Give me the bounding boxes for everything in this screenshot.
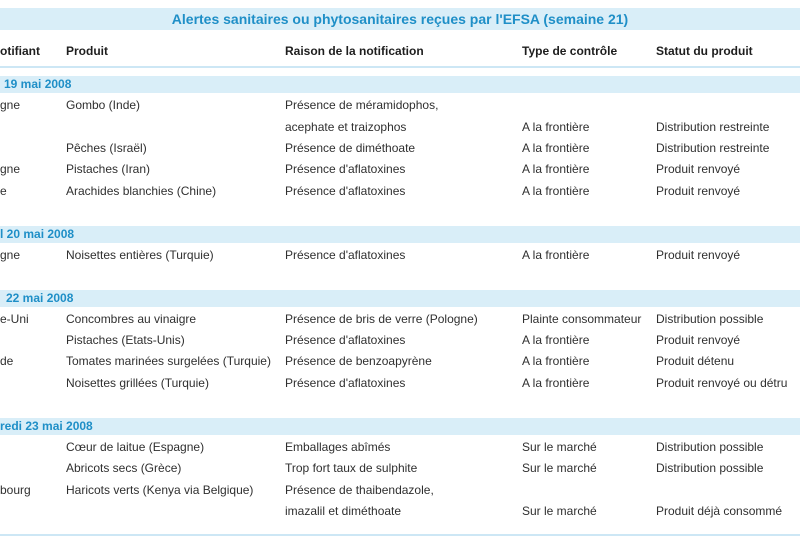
cell-raison: Trop fort taux de sulphite: [285, 461, 418, 475]
cell-type: Sur le marché: [522, 440, 597, 454]
cell-produit: Gombo (Inde): [66, 98, 141, 112]
cell-raison: Présence de benzoapyrène: [285, 354, 432, 368]
cell-statut: Produit renvoyé: [656, 162, 741, 176]
cell-produit: Noisettes grillées (Turquie): [66, 376, 209, 390]
cell-raison: Présence de diméthoate: [285, 141, 416, 155]
cell-type: Plainte consommateur: [522, 312, 642, 326]
cell-produit: Haricots verts (Kenya via Belgique): [66, 483, 254, 497]
cell-statut: Produit détenu: [656, 354, 735, 368]
cell-notifiant: de: [0, 354, 14, 368]
cell-raison: Présence d'aflatoxines: [285, 248, 406, 262]
cell-type: A la frontière: [522, 120, 590, 134]
header-type: Type de contrôle: [522, 44, 618, 58]
cell-statut: Produit renvoyé ou détru: [656, 376, 788, 390]
cell-raison-cont: imazalil et diméthoate: [285, 504, 402, 518]
cell-statut: Distribution possible: [656, 461, 764, 475]
cell-raison: Présence de thaibendazole,: [285, 483, 434, 497]
cell-statut: Produit renvoyé: [656, 333, 741, 347]
table-title: Alertes sanitaires ou phytosanitaires reçues par l'EFSA (semaine 21): [0, 8, 800, 30]
cell-type: Sur le marché: [522, 504, 597, 518]
cell-notifiant: gne: [0, 98, 21, 112]
date-label: l 20 mai 2008: [0, 227, 75, 241]
cell-raison: Présence d'aflatoxines: [285, 184, 406, 198]
cell-statut: Distribution possible: [656, 440, 764, 454]
cell-type: A la frontière: [522, 376, 590, 390]
cell-raison: Présence de méramidophos,: [285, 98, 439, 112]
cell-notifiant: e: [0, 184, 7, 198]
cell-raison-cont: acephate et traizophos: [285, 120, 407, 134]
cell-statut: Distribution restreinte: [656, 120, 770, 134]
date-band-4: [0, 418, 800, 435]
cell-notifiant: gne: [0, 162, 21, 176]
table-bottom-border: [0, 534, 800, 536]
cell-notifiant: gne: [0, 248, 21, 262]
cell-type: A la frontière: [522, 141, 590, 155]
cell-type: A la frontière: [522, 333, 590, 347]
date-label: 19 mai 2008: [4, 77, 72, 91]
cell-type: Sur le marché: [522, 461, 597, 475]
date-label: redi 23 mai 2008: [0, 419, 93, 433]
header-raison: Raison de la notification: [285, 44, 424, 58]
cell-statut: Produit déjà consommé: [656, 504, 783, 518]
cell-raison: Emballages abîmés: [285, 440, 391, 454]
date-band-2: [0, 226, 800, 243]
cell-produit: Pistaches (Etats-Unis): [66, 333, 185, 347]
date-band-1: [0, 76, 800, 93]
cell-statut: Produit renvoyé: [656, 184, 741, 198]
cell-notifiant: bourg: [0, 483, 31, 497]
cell-produit: Noisettes entières (Turquie): [66, 248, 214, 262]
cell-raison: Présence de bris de verre (Pologne): [285, 312, 478, 326]
cell-type: A la frontière: [522, 162, 590, 176]
cell-statut: Produit renvoyé: [656, 248, 741, 262]
cell-type: A la frontière: [522, 354, 590, 368]
cell-produit: Pistaches (Iran): [66, 162, 151, 176]
header-produit: Produit: [66, 44, 108, 58]
cell-type: A la frontière: [522, 248, 590, 262]
cell-produit: Abricots secs (Grèce): [66, 461, 182, 475]
cell-raison: Présence d'aflatoxines: [285, 376, 406, 390]
cell-statut: Distribution possible: [656, 312, 764, 326]
cell-notifiant: e-Uni: [0, 312, 29, 326]
date-band-3: [0, 290, 800, 307]
cell-raison: Présence d'aflatoxines: [285, 333, 406, 347]
cell-produit: Tomates marinées surgelées (Turquie): [66, 354, 271, 368]
cell-produit: Concombres au vinaigre: [66, 312, 197, 326]
cell-produit: Arachides blanchies (Chine): [66, 184, 217, 198]
cell-type: A la frontière: [522, 184, 590, 198]
header-notifiant: otifiant: [0, 44, 40, 58]
cell-statut: Distribution restreinte: [656, 141, 770, 155]
cell-produit: Cœur de laitue (Espagne): [66, 440, 205, 454]
cell-produit: Pêches (Israël): [66, 141, 147, 155]
date-label: 22 mai 2008: [6, 291, 74, 305]
cell-raison: Présence d'aflatoxines: [285, 162, 406, 176]
header-statut: Statut du produit: [656, 44, 753, 58]
header-separator: [0, 66, 800, 68]
